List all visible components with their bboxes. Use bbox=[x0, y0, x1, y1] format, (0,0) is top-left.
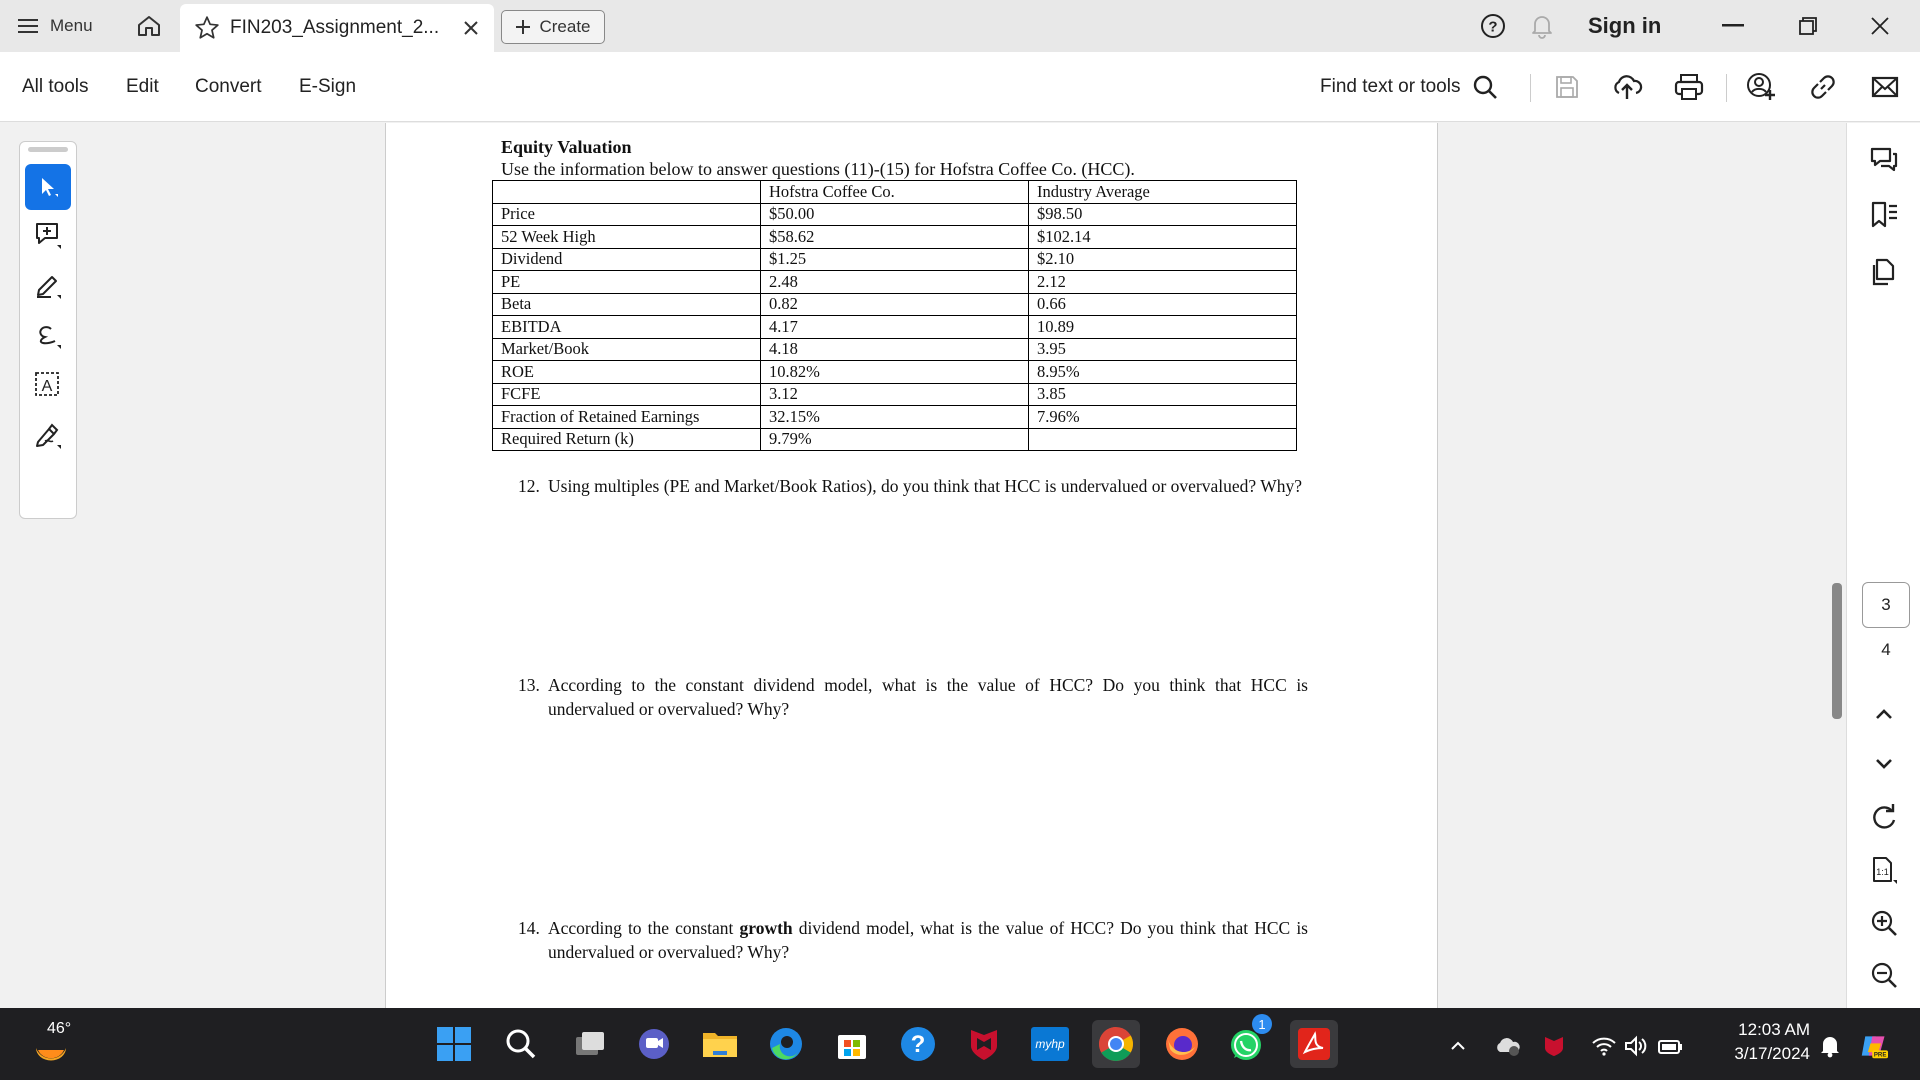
table-cell: 0.82 bbox=[761, 293, 1029, 316]
zoom-in-icon bbox=[1870, 909, 1898, 937]
edge-button[interactable] bbox=[762, 1020, 810, 1068]
search-icon bbox=[1472, 74, 1498, 100]
scrollbar-thumb[interactable] bbox=[1832, 583, 1842, 719]
firefox-icon bbox=[1163, 1025, 1201, 1063]
table-cell: 3.85 bbox=[1029, 383, 1297, 406]
all-tools-menu[interactable]: All tools bbox=[22, 76, 89, 97]
metric-label: Beta bbox=[493, 293, 761, 316]
svg-text:1:1: 1:1 bbox=[1876, 867, 1889, 877]
draw-tool[interactable] bbox=[25, 312, 71, 358]
moon-weather-icon bbox=[32, 1040, 72, 1068]
plus-icon bbox=[515, 19, 531, 35]
acrobat-icon bbox=[1296, 1026, 1332, 1062]
whatsapp-badge: 1 bbox=[1252, 1014, 1272, 1034]
question-text-bold: growth bbox=[739, 918, 793, 938]
get-help-button[interactable] bbox=[894, 1020, 942, 1068]
microsoft-store-button[interactable] bbox=[828, 1020, 876, 1068]
signature-pen-icon bbox=[33, 420, 63, 450]
table-cell: 3.95 bbox=[1029, 338, 1297, 361]
task-view-icon bbox=[573, 1029, 607, 1059]
mail-icon bbox=[1871, 75, 1899, 99]
chevron-down-icon bbox=[1874, 757, 1894, 771]
table-header-cell: Hofstra Coffee Co. bbox=[761, 181, 1029, 204]
table-row bbox=[493, 293, 1297, 316]
question-14 bbox=[518, 916, 1308, 964]
vertical-scrollbar[interactable] bbox=[1829, 123, 1843, 1008]
comment-add-icon bbox=[33, 220, 63, 250]
menu-label: Menu bbox=[50, 16, 93, 35]
table-cell: 8.95% bbox=[1029, 361, 1297, 384]
windows-logo-icon bbox=[436, 1026, 472, 1062]
previous-page-button[interactable] bbox=[1867, 697, 1901, 731]
table-row bbox=[493, 428, 1297, 451]
toolbar-divider bbox=[1530, 74, 1531, 102]
table-cell: 9.79% bbox=[761, 428, 1029, 451]
table-cell: 10.89 bbox=[1029, 316, 1297, 339]
table-cell: $102.14 bbox=[1029, 226, 1297, 249]
table-cell: 2.48 bbox=[761, 271, 1029, 294]
folder-icon bbox=[701, 1028, 739, 1060]
bookmark-icon bbox=[1869, 200, 1899, 230]
chrome-button[interactable] bbox=[1092, 1020, 1140, 1068]
metric-label: 52 Week High bbox=[493, 226, 761, 249]
mcafee-button[interactable] bbox=[960, 1020, 1008, 1068]
question-13 bbox=[518, 673, 1308, 721]
table-row bbox=[493, 406, 1297, 429]
restore-button[interactable] bbox=[1798, 0, 1818, 52]
notifications-button[interactable] bbox=[1530, 0, 1554, 52]
table-row bbox=[493, 316, 1297, 339]
text-select-tool[interactable] bbox=[25, 362, 71, 408]
quick-tools-panel bbox=[19, 141, 77, 519]
table-cell: 7.96% bbox=[1029, 406, 1297, 429]
table-cell: 10.82% bbox=[761, 361, 1029, 384]
copilot-icon bbox=[1860, 1031, 1888, 1061]
create-label: Create bbox=[539, 17, 591, 36]
save-button[interactable] bbox=[1550, 70, 1584, 104]
mcafee-tray-icon bbox=[1543, 1034, 1565, 1058]
email-button[interactable] bbox=[1868, 70, 1902, 104]
metric-label: Required Return (k) bbox=[493, 428, 761, 451]
document-viewer[interactable] bbox=[98, 123, 1830, 1008]
edit-menu[interactable]: Edit bbox=[126, 76, 159, 97]
chat-icon bbox=[636, 1027, 672, 1061]
chevron-up-icon bbox=[1874, 707, 1894, 721]
minimize-icon bbox=[1722, 24, 1744, 28]
section-heading: Equity Valuation bbox=[501, 137, 632, 157]
left-tool-rail bbox=[0, 123, 98, 1008]
metric-label: ROE bbox=[493, 361, 761, 384]
star-icon[interactable] bbox=[194, 15, 220, 41]
svg-text:?: ? bbox=[910, 1031, 926, 1058]
zoom-out-icon bbox=[1870, 961, 1898, 989]
find-label: Find text or tools bbox=[1320, 76, 1461, 97]
cloud-sync-icon bbox=[1494, 1035, 1522, 1057]
bell-icon bbox=[1530, 13, 1554, 39]
metric-label: Price bbox=[493, 203, 761, 226]
whatsapp-button[interactable] bbox=[1224, 1016, 1272, 1068]
zoom-in-button[interactable] bbox=[1867, 906, 1901, 940]
save-icon bbox=[1554, 74, 1580, 100]
find-text-or-tools[interactable] bbox=[1320, 52, 1498, 122]
print-icon bbox=[1674, 73, 1704, 101]
help-icon bbox=[1480, 13, 1506, 39]
firefox-button[interactable] bbox=[1158, 1020, 1206, 1068]
main-toolbar bbox=[0, 52, 1920, 122]
table-row bbox=[493, 361, 1297, 384]
weather-widget[interactable] bbox=[30, 1020, 100, 1070]
cloud-upload-icon bbox=[1611, 73, 1643, 101]
table-header-cell: Industry Average bbox=[1029, 181, 1297, 204]
question-12 bbox=[518, 474, 1308, 498]
windows-taskbar bbox=[0, 1008, 1920, 1080]
comments-panel-button[interactable] bbox=[1867, 143, 1901, 177]
table-cell: 32.15% bbox=[761, 406, 1029, 429]
title-bar bbox=[0, 0, 1920, 52]
pen-icon bbox=[33, 270, 63, 300]
copy-pages-icon bbox=[1869, 257, 1899, 287]
share-button[interactable] bbox=[1744, 70, 1778, 104]
weather-temperature: 46° bbox=[47, 1020, 72, 1037]
metric-label: Dividend bbox=[493, 248, 761, 271]
question-number: 13. bbox=[518, 675, 540, 695]
esign-menu[interactable]: E-Sign bbox=[299, 76, 357, 97]
show-hidden-icons-button[interactable] bbox=[1444, 1032, 1472, 1060]
question-text-part: According to the constant bbox=[548, 918, 740, 938]
bell-icon bbox=[1819, 1034, 1841, 1058]
question-text bbox=[518, 916, 1308, 964]
text-box-icon bbox=[33, 370, 63, 400]
select-tool[interactable] bbox=[25, 164, 71, 210]
metric-label: PE bbox=[493, 271, 761, 294]
svg-text:?: ? bbox=[1488, 18, 1498, 36]
fit-page-icon bbox=[1869, 855, 1899, 885]
bookmarks-panel-button[interactable] bbox=[1867, 198, 1901, 232]
pages-panel-button[interactable] bbox=[1867, 255, 1901, 289]
table-cell: $98.50 bbox=[1029, 203, 1297, 226]
zoom-out-button[interactable] bbox=[1867, 958, 1901, 992]
section-intro: Use the information below to answer questions (11)-(15) for Hofstra Coffee Co. (HCC). bbox=[501, 159, 1135, 179]
table-row bbox=[493, 338, 1297, 361]
toolbar-divider bbox=[1726, 74, 1727, 102]
panel-grip[interactable] bbox=[28, 147, 68, 152]
speaker-icon bbox=[1623, 1035, 1649, 1057]
rotate-icon bbox=[1870, 803, 1898, 831]
table-cell: 2.12 bbox=[1029, 271, 1297, 294]
home-icon bbox=[136, 14, 162, 38]
battery-icon bbox=[1656, 1035, 1684, 1057]
notification-center-button[interactable] bbox=[1816, 1032, 1844, 1060]
close-icon bbox=[1870, 16, 1890, 36]
search-icon bbox=[504, 1027, 538, 1061]
metric-label: EBITDA bbox=[493, 316, 761, 339]
table-cell: $50.00 bbox=[761, 203, 1029, 226]
table-cell: $58.62 bbox=[761, 226, 1029, 249]
table-row bbox=[493, 203, 1297, 226]
next-page-button[interactable] bbox=[1867, 747, 1901, 781]
battery-tray[interactable] bbox=[1656, 1032, 1684, 1060]
fit-page-button[interactable] bbox=[1867, 853, 1901, 887]
myhp-button[interactable] bbox=[1026, 1020, 1074, 1068]
table-cell bbox=[1029, 428, 1297, 451]
clock-date: 3/17/2024 bbox=[1734, 1044, 1810, 1063]
start-button[interactable] bbox=[430, 1020, 478, 1068]
question-number: 12. bbox=[518, 476, 540, 496]
document-tab[interactable] bbox=[180, 4, 494, 52]
highlight-tool[interactable] bbox=[25, 262, 71, 308]
svg-text:PRE: PRE bbox=[1873, 1051, 1887, 1059]
mcafee-tray[interactable] bbox=[1540, 1032, 1568, 1060]
freehand-icon bbox=[33, 320, 63, 350]
minimize-button[interactable] bbox=[1722, 0, 1744, 52]
hamburger-icon bbox=[18, 18, 38, 34]
copilot-button[interactable] bbox=[1860, 1032, 1888, 1060]
rotate-button[interactable] bbox=[1867, 800, 1901, 834]
convert-menu[interactable]: Convert bbox=[195, 76, 262, 97]
pdf-page[interactable] bbox=[385, 123, 1438, 1008]
volume-tray[interactable] bbox=[1622, 1032, 1650, 1060]
question-text: Using multiples (PE and Market/Book Ratios), do you think that HCC is undervalued or overvalued? Why? bbox=[548, 476, 1303, 496]
onedrive-tray[interactable] bbox=[1494, 1032, 1522, 1060]
wifi-icon bbox=[1591, 1035, 1617, 1057]
tab-title: FIN203_Assignment_2... bbox=[230, 17, 440, 38]
valuation-table bbox=[492, 180, 1297, 451]
table-header-cell bbox=[493, 181, 761, 204]
right-rail bbox=[1846, 123, 1920, 1008]
table-cell: 0.66 bbox=[1029, 293, 1297, 316]
question-text: According to the constant dividend model, what is the value of HCC? Do you think that HCC is undervalued or overvalued? Why? bbox=[548, 675, 1308, 719]
table-cell: 4.18 bbox=[761, 338, 1029, 361]
home-button[interactable] bbox=[136, 0, 162, 52]
close-window-button[interactable] bbox=[1870, 0, 1890, 52]
table-cell: 3.12 bbox=[761, 383, 1029, 406]
link-button[interactable] bbox=[1806, 70, 1840, 104]
table-cell: 4.17 bbox=[761, 316, 1029, 339]
total-pages: 4 bbox=[1881, 640, 1891, 659]
link-icon bbox=[1809, 73, 1837, 101]
print-button[interactable] bbox=[1672, 70, 1706, 104]
comments-icon bbox=[1869, 145, 1899, 175]
chrome-icon bbox=[1097, 1025, 1135, 1063]
help-button[interactable] bbox=[1480, 0, 1506, 52]
file-explorer-button[interactable] bbox=[696, 1020, 744, 1068]
metric-label: Market/Book bbox=[493, 338, 761, 361]
table-row bbox=[493, 271, 1297, 294]
clock-time: 12:03 AM bbox=[1738, 1020, 1810, 1039]
sign-tool[interactable] bbox=[25, 412, 71, 458]
add-comment-tool[interactable] bbox=[25, 212, 71, 258]
table-cell: $1.25 bbox=[761, 248, 1029, 271]
chevron-up-icon bbox=[1450, 1040, 1466, 1052]
question-text-part: dividend model, what is the value of HCC? Do you think that HCC is undervalued or overvalued? Why? bbox=[548, 918, 1308, 962]
restore-icon bbox=[1798, 16, 1818, 36]
task-view-button[interactable] bbox=[566, 1020, 614, 1068]
sign-in-button[interactable]: Sign in bbox=[1588, 13, 1662, 38]
system-clock[interactable] bbox=[1700, 1018, 1810, 1066]
table-row bbox=[493, 383, 1297, 406]
acrobat-button[interactable] bbox=[1290, 1020, 1338, 1068]
metric-label: FCFE bbox=[493, 383, 761, 406]
create-button[interactable] bbox=[501, 10, 605, 44]
myhp-logo: myhp bbox=[1031, 1027, 1069, 1061]
add-person-icon bbox=[1746, 72, 1776, 102]
menu-button[interactable] bbox=[18, 0, 93, 52]
mcafee-shield-icon bbox=[967, 1026, 1001, 1062]
metric-label: Fraction of Retained Earnings bbox=[493, 406, 761, 429]
table-row bbox=[493, 226, 1297, 249]
table-header-row bbox=[493, 181, 1297, 204]
wifi-tray[interactable] bbox=[1590, 1032, 1618, 1060]
store-icon bbox=[835, 1027, 869, 1061]
teams-chat-button[interactable] bbox=[630, 1020, 678, 1068]
upload-button[interactable] bbox=[1610, 70, 1644, 104]
table-row bbox=[493, 248, 1297, 271]
taskbar-search-button[interactable] bbox=[497, 1020, 545, 1068]
table-cell: $2.10 bbox=[1029, 248, 1297, 271]
current-page-input[interactable]: 3 bbox=[1862, 582, 1910, 628]
cursor-icon bbox=[36, 175, 60, 199]
close-tab-icon[interactable] bbox=[462, 19, 480, 37]
question-number: 14. bbox=[518, 918, 540, 938]
edge-icon bbox=[768, 1026, 804, 1062]
help-circle-icon bbox=[899, 1025, 937, 1063]
svg-text:A: A bbox=[41, 378, 53, 395]
